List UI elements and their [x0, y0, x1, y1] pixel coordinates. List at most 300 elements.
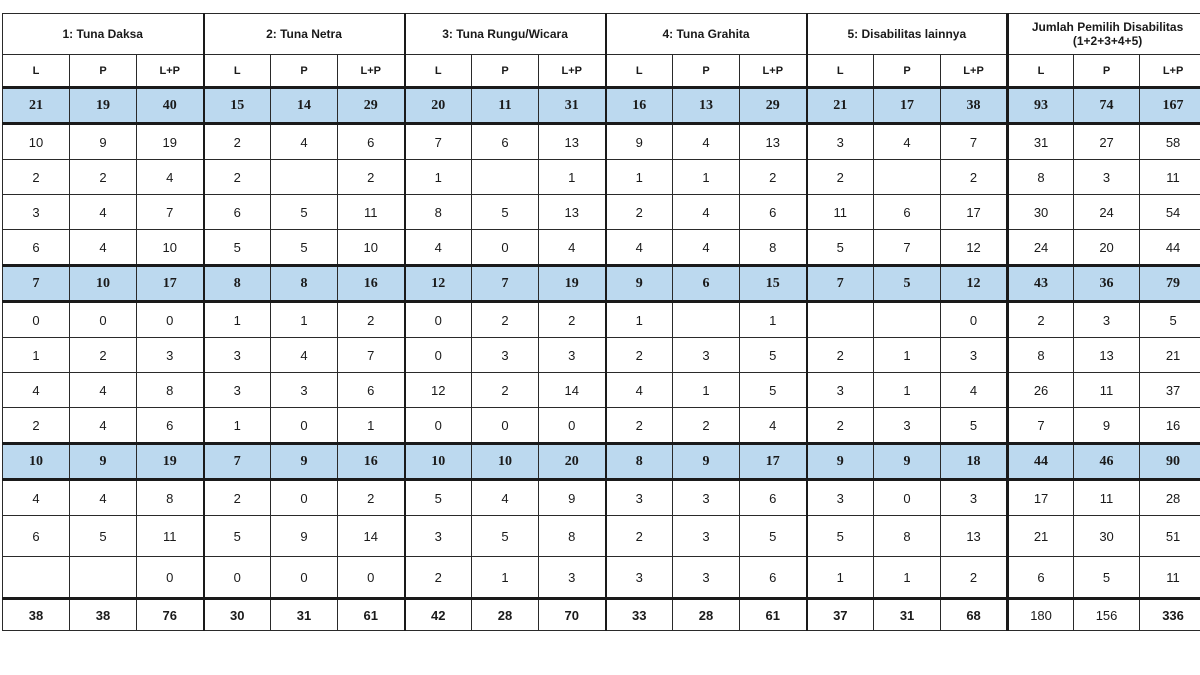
cell-tuna-rungu-wicara-lp: 3 [539, 338, 606, 373]
cell-disabilitas-lainnya-p: 4 [874, 124, 941, 160]
cell-tuna-daksa-p: 2 [70, 160, 137, 195]
cell-tuna-daksa-p: 0 [70, 302, 137, 338]
subheader-disabilitas-lainnya-p: P [874, 55, 941, 88]
cell-tuna-daksa-lp: 7 [137, 195, 204, 230]
cell-tuna-grahita-lp: 15 [740, 266, 807, 302]
cell-disabilitas-lainnya-lp: 12 [941, 230, 1008, 266]
cell-disabilitas-lainnya-lp: 3 [941, 480, 1008, 516]
cell-tuna-netra-lp: 11 [338, 195, 405, 230]
cell-jumlah-l: 180 [1008, 599, 1074, 631]
cell-tuna-grahita-l: 8 [606, 444, 673, 480]
cell-tuna-rungu-wicara-p: 5 [472, 516, 539, 557]
cell-tuna-daksa-lp: 11 [137, 516, 204, 557]
table-row [3, 160, 1200, 195]
cell-tuna-daksa-lp: 8 [137, 373, 204, 408]
table-row [3, 480, 1200, 516]
cell-jumlah-lp: 21 [1140, 338, 1200, 373]
cell-tuna-grahita-l: 4 [606, 230, 673, 266]
cell-disabilitas-lainnya-p: 9 [874, 444, 941, 480]
cell-tuna-netra-lp: 6 [338, 124, 405, 160]
subheader-row [3, 55, 1200, 88]
cell-tuna-netra-lp: 2 [338, 160, 405, 195]
cell-disabilitas-lainnya-p: 3 [874, 408, 941, 444]
cell-tuna-netra-p: 5 [271, 195, 338, 230]
cell-tuna-grahita-l: 33 [606, 599, 673, 631]
cell-tuna-rungu-wicara-l: 12 [405, 373, 472, 408]
cell-tuna-grahita-l: 9 [606, 266, 673, 302]
cell-tuna-rungu-wicara-lp: 8 [539, 516, 606, 557]
cell-tuna-netra-p: 9 [271, 516, 338, 557]
cell-tuna-daksa-p: 2 [70, 338, 137, 373]
cell-tuna-daksa-p: 5 [70, 516, 137, 557]
cell-jumlah-l: 6 [1008, 557, 1074, 599]
cell-tuna-netra-p: 4 [271, 124, 338, 160]
cell-tuna-netra-l: 2 [204, 124, 271, 160]
subheader-disabilitas-lainnya-l: L [807, 55, 874, 88]
cell-jumlah-lp: 44 [1140, 230, 1200, 266]
subheader-tuna-rungu-wicara-p: P [472, 55, 539, 88]
cell-tuna-grahita-l: 2 [606, 338, 673, 373]
cell-jumlah-p: 11 [1074, 480, 1140, 516]
cell-tuna-daksa-l: 6 [3, 230, 70, 266]
group-header-jumlah-sublabel: (1+2+3+4+5) [1072, 34, 1143, 48]
cell-tuna-grahita-p: 6 [673, 266, 740, 302]
subheader-tuna-netra-p: P [271, 55, 338, 88]
cell-disabilitas-lainnya-l: 1 [807, 557, 874, 599]
cell-jumlah-l: 21 [1008, 516, 1074, 557]
cell-tuna-grahita-p: 4 [673, 230, 740, 266]
cell-jumlah-lp: 28 [1140, 480, 1200, 516]
cell-tuna-grahita-lp: 6 [740, 195, 807, 230]
cell-tuna-grahita-p: 13 [673, 88, 740, 124]
cell-disabilitas-lainnya-p: 7 [874, 230, 941, 266]
cell-tuna-grahita-l: 9 [606, 124, 673, 160]
cell-disabilitas-lainnya-l: 5 [807, 230, 874, 266]
cell-tuna-netra-lp: 0 [338, 557, 405, 599]
cell-tuna-daksa-lp: 19 [137, 444, 204, 480]
cell-jumlah-p: 20 [1074, 230, 1140, 266]
cell-tuna-rungu-wicara-p: 4 [472, 480, 539, 516]
cell-jumlah-p: 27 [1074, 124, 1140, 160]
cell-tuna-daksa-l: 3 [3, 195, 70, 230]
cell-disabilitas-lainnya-l: 3 [807, 480, 874, 516]
group-header-tuna-netra: 2: Tuna Netra [204, 14, 405, 55]
cell-jumlah-p: 3 [1074, 160, 1140, 195]
subheader-tuna-daksa-l: L [3, 55, 70, 88]
cell-tuna-grahita-p: 3 [673, 557, 740, 599]
cell-tuna-daksa-lp: 4 [137, 160, 204, 195]
cell-disabilitas-lainnya-l: 11 [807, 195, 874, 230]
cell-tuna-daksa-lp: 6 [137, 408, 204, 444]
cell-tuna-grahita-lp: 17 [740, 444, 807, 480]
cell-tuna-rungu-wicara-l: 42 [405, 599, 472, 631]
cell-tuna-grahita-l: 16 [606, 88, 673, 124]
cell-tuna-rungu-wicara-l: 7 [405, 124, 472, 160]
table-row [3, 302, 1200, 338]
cell-disabilitas-lainnya-lp: 0 [941, 302, 1008, 338]
cell-tuna-grahita-lp: 4 [740, 408, 807, 444]
cell-tuna-daksa-lp: 10 [137, 230, 204, 266]
cell-tuna-netra-p: 0 [271, 557, 338, 599]
cell-tuna-netra-p: 5 [271, 230, 338, 266]
cell-tuna-daksa-l: 0 [3, 302, 70, 338]
cell-tuna-netra-l: 5 [204, 230, 271, 266]
cell-jumlah-p: 30 [1074, 516, 1140, 557]
cell-disabilitas-lainnya-l: 21 [807, 88, 874, 124]
cell-tuna-netra-lp: 10 [338, 230, 405, 266]
cell-tuna-grahita-lp: 6 [740, 480, 807, 516]
cell-tuna-rungu-wicara-lp: 31 [539, 88, 606, 124]
cell-tuna-daksa-lp: 19 [137, 124, 204, 160]
cell-tuna-netra-p: 31 [271, 599, 338, 631]
cell-tuna-netra-l: 6 [204, 195, 271, 230]
group-header-tuna-rungu-wicara: 3: Tuna Rungu/Wicara [405, 14, 606, 55]
cell-jumlah-lp: 11 [1140, 557, 1200, 599]
subheader-tuna-grahita-p: P [673, 55, 740, 88]
cell-jumlah-lp: 167 [1140, 88, 1200, 124]
cell-jumlah-l: 93 [1008, 88, 1074, 124]
group-header-jumlah [1008, 14, 1200, 55]
cell-tuna-daksa-l: 2 [3, 408, 70, 444]
cell-jumlah-l: 2 [1008, 302, 1074, 338]
cell-tuna-netra-l: 15 [204, 88, 271, 124]
cell-disabilitas-lainnya-lp: 2 [941, 160, 1008, 195]
cell-tuna-daksa-l: 4 [3, 373, 70, 408]
cell-tuna-netra-p: 4 [271, 338, 338, 373]
cell-tuna-daksa-lp: 17 [137, 266, 204, 302]
cell-jumlah-p: 5 [1074, 557, 1140, 599]
cell-tuna-rungu-wicara-l: 8 [405, 195, 472, 230]
cell-tuna-rungu-wicara-p: 1 [472, 557, 539, 599]
cell-jumlah-p: 24 [1074, 195, 1140, 230]
cell-jumlah-p: 156 [1074, 599, 1140, 631]
cell-tuna-rungu-wicara-l: 0 [405, 338, 472, 373]
cell-tuna-rungu-wicara-p: 5 [472, 195, 539, 230]
cell-jumlah-lp: 51 [1140, 516, 1200, 557]
cell-tuna-grahita-p: 3 [673, 480, 740, 516]
cell-tuna-netra-lp: 14 [338, 516, 405, 557]
cell-tuna-grahita-lp: 5 [740, 516, 807, 557]
cell-jumlah-p: 11 [1074, 373, 1140, 408]
cell-disabilitas-lainnya-p: 5 [874, 266, 941, 302]
cell-tuna-grahita-p: 3 [673, 516, 740, 557]
cell-tuna-grahita-lp: 29 [740, 88, 807, 124]
cell-tuna-rungu-wicara-lp: 0 [539, 408, 606, 444]
cell-tuna-netra-p [271, 160, 338, 195]
cell-tuna-rungu-wicara-lp: 3 [539, 557, 606, 599]
table-row [3, 557, 1200, 599]
cell-tuna-netra-p: 14 [271, 88, 338, 124]
cell-tuna-daksa-l: 1 [3, 338, 70, 373]
cell-jumlah-l: 30 [1008, 195, 1074, 230]
cell-tuna-grahita-p: 2 [673, 408, 740, 444]
cell-tuna-daksa-p: 4 [70, 195, 137, 230]
cell-disabilitas-lainnya-lp: 38 [941, 88, 1008, 124]
subheader-jumlah-p: P [1074, 55, 1140, 88]
cell-jumlah-l: 17 [1008, 480, 1074, 516]
cell-jumlah-lp: 11 [1140, 160, 1200, 195]
cell-jumlah-lp: 16 [1140, 408, 1200, 444]
cell-tuna-rungu-wicara-lp: 13 [539, 124, 606, 160]
group-header-tuna-daksa: 1: Tuna Daksa [3, 14, 204, 55]
cell-jumlah-l: 26 [1008, 373, 1074, 408]
cell-tuna-grahita-p: 1 [673, 373, 740, 408]
table-row [3, 230, 1200, 266]
cell-disabilitas-lainnya-l: 2 [807, 160, 874, 195]
cell-tuna-netra-l: 8 [204, 266, 271, 302]
cell-tuna-rungu-wicara-l: 10 [405, 444, 472, 480]
cell-disabilitas-lainnya-l: 2 [807, 338, 874, 373]
cell-tuna-netra-lp: 7 [338, 338, 405, 373]
cell-tuna-netra-l: 1 [204, 408, 271, 444]
cell-jumlah-l: 24 [1008, 230, 1074, 266]
cell-tuna-netra-p: 1 [271, 302, 338, 338]
subheader-tuna-netra-l: L [204, 55, 271, 88]
cell-tuna-grahita-lp: 5 [740, 338, 807, 373]
cell-tuna-netra-l: 2 [204, 480, 271, 516]
cell-tuna-netra-lp: 1 [338, 408, 405, 444]
cell-jumlah-p: 3 [1074, 302, 1140, 338]
cell-disabilitas-lainnya-l: 37 [807, 599, 874, 631]
cell-tuna-netra-l: 30 [204, 599, 271, 631]
total-row [3, 599, 1200, 631]
cell-disabilitas-lainnya-p: 1 [874, 557, 941, 599]
cell-tuna-daksa-p: 9 [70, 444, 137, 480]
cell-jumlah-l: 8 [1008, 338, 1074, 373]
cell-tuna-netra-p: 8 [271, 266, 338, 302]
cell-tuna-grahita-p: 9 [673, 444, 740, 480]
cell-tuna-grahita-lp: 8 [740, 230, 807, 266]
cell-tuna-rungu-wicara-l: 4 [405, 230, 472, 266]
cell-tuna-daksa-l: 21 [3, 88, 70, 124]
summary-row [3, 88, 1200, 124]
cell-tuna-rungu-wicara-lp: 9 [539, 480, 606, 516]
cell-tuna-grahita-l: 2 [606, 516, 673, 557]
cell-tuna-rungu-wicara-l: 5 [405, 480, 472, 516]
cell-tuna-netra-lp: 29 [338, 88, 405, 124]
subheader-jumlah-l: L [1008, 55, 1074, 88]
cell-disabilitas-lainnya-lp: 7 [941, 124, 1008, 160]
cell-tuna-netra-l: 0 [204, 557, 271, 599]
disability-voter-table [2, 13, 1200, 631]
cell-disabilitas-lainnya-lp: 3 [941, 338, 1008, 373]
cell-disabilitas-lainnya-lp: 18 [941, 444, 1008, 480]
subheader-tuna-grahita-lp: L+P [740, 55, 807, 88]
cell-jumlah-l: 43 [1008, 266, 1074, 302]
subheader-tuna-grahita-l: L [606, 55, 673, 88]
cell-tuna-rungu-wicara-p: 7 [472, 266, 539, 302]
cell-tuna-daksa-l: 6 [3, 516, 70, 557]
cell-tuna-grahita-l: 1 [606, 160, 673, 195]
cell-disabilitas-lainnya-l: 5 [807, 516, 874, 557]
cell-tuna-rungu-wicara-l: 1 [405, 160, 472, 195]
cell-tuna-grahita-lp: 13 [740, 124, 807, 160]
cell-disabilitas-lainnya-p: 6 [874, 195, 941, 230]
cell-tuna-daksa-l: 4 [3, 480, 70, 516]
cell-disabilitas-lainnya-l: 2 [807, 408, 874, 444]
summary-row [3, 266, 1200, 302]
cell-tuna-grahita-l: 2 [606, 195, 673, 230]
cell-tuna-daksa-lp: 76 [137, 599, 204, 631]
cell-disabilitas-lainnya-l: 3 [807, 124, 874, 160]
cell-tuna-rungu-wicara-lp: 19 [539, 266, 606, 302]
cell-jumlah-lp: 37 [1140, 373, 1200, 408]
cell-tuna-rungu-wicara-l: 2 [405, 557, 472, 599]
cell-tuna-daksa-p [70, 557, 137, 599]
cell-tuna-netra-p: 3 [271, 373, 338, 408]
cell-tuna-netra-lp: 2 [338, 302, 405, 338]
cell-tuna-grahita-p: 1 [673, 160, 740, 195]
cell-jumlah-lp: 5 [1140, 302, 1200, 338]
cell-jumlah-p: 9 [1074, 408, 1140, 444]
cell-tuna-grahita-lp: 1 [740, 302, 807, 338]
cell-tuna-daksa-lp: 40 [137, 88, 204, 124]
summary-row [3, 444, 1200, 480]
cell-disabilitas-lainnya-p [874, 160, 941, 195]
cell-jumlah-l: 8 [1008, 160, 1074, 195]
cell-tuna-rungu-wicara-p: 0 [472, 408, 539, 444]
cell-tuna-daksa-p: 38 [70, 599, 137, 631]
cell-tuna-daksa-p: 4 [70, 373, 137, 408]
cell-tuna-grahita-l: 1 [606, 302, 673, 338]
cell-tuna-grahita-lp: 2 [740, 160, 807, 195]
cell-disabilitas-lainnya-l [807, 302, 874, 338]
cell-tuna-daksa-lp: 3 [137, 338, 204, 373]
cell-disabilitas-lainnya-l: 9 [807, 444, 874, 480]
cell-jumlah-l: 7 [1008, 408, 1074, 444]
cell-jumlah-l: 31 [1008, 124, 1074, 160]
cell-tuna-daksa-lp: 0 [137, 557, 204, 599]
cell-tuna-netra-lp: 16 [338, 266, 405, 302]
cell-tuna-netra-lp: 16 [338, 444, 405, 480]
cell-disabilitas-lainnya-lp: 68 [941, 599, 1008, 631]
table-row [3, 338, 1200, 373]
cell-tuna-rungu-wicara-l: 0 [405, 408, 472, 444]
subheader-tuna-rungu-wicara-l: L [405, 55, 472, 88]
cell-tuna-netra-l: 5 [204, 516, 271, 557]
cell-disabilitas-lainnya-p: 8 [874, 516, 941, 557]
cell-tuna-daksa-p: 4 [70, 408, 137, 444]
cell-disabilitas-lainnya-lp: 17 [941, 195, 1008, 230]
cell-jumlah-lp: 58 [1140, 124, 1200, 160]
cell-tuna-rungu-wicara-p: 3 [472, 338, 539, 373]
cell-tuna-daksa-p: 19 [70, 88, 137, 124]
table-row [3, 124, 1200, 160]
cell-tuna-netra-l: 3 [204, 338, 271, 373]
subheader-jumlah-lp: L+P [1140, 55, 1200, 88]
cell-tuna-daksa-l: 38 [3, 599, 70, 631]
cell-jumlah-lp: 79 [1140, 266, 1200, 302]
cell-tuna-grahita-l: 3 [606, 480, 673, 516]
cell-tuna-rungu-wicara-lp: 20 [539, 444, 606, 480]
cell-tuna-rungu-wicara-lp: 1 [539, 160, 606, 195]
group-header-row [3, 14, 1200, 55]
cell-tuna-rungu-wicara-p: 6 [472, 124, 539, 160]
cell-tuna-daksa-lp: 0 [137, 302, 204, 338]
cell-tuna-netra-l: 2 [204, 160, 271, 195]
cell-disabilitas-lainnya-p: 0 [874, 480, 941, 516]
table-row [3, 516, 1200, 557]
cell-tuna-daksa-p: 4 [70, 480, 137, 516]
cell-jumlah-lp: 90 [1140, 444, 1200, 480]
subheader-tuna-rungu-wicara-lp: L+P [539, 55, 606, 88]
cell-jumlah-p: 46 [1074, 444, 1140, 480]
subheader-tuna-netra-lp: L+P [338, 55, 405, 88]
cell-disabilitas-lainnya-p [874, 302, 941, 338]
cell-tuna-rungu-wicara-lp: 13 [539, 195, 606, 230]
cell-tuna-daksa-l: 10 [3, 444, 70, 480]
group-header-disabilitas-lainnya: 5: Disabilitas lainnya [807, 14, 1008, 55]
cell-tuna-rungu-wicara-l: 3 [405, 516, 472, 557]
cell-tuna-daksa-lp: 8 [137, 480, 204, 516]
group-header-tuna-grahita: 4: Tuna Grahita [606, 14, 807, 55]
cell-jumlah-p: 36 [1074, 266, 1140, 302]
cell-tuna-rungu-wicara-l: 12 [405, 266, 472, 302]
cell-disabilitas-lainnya-l: 7 [807, 266, 874, 302]
cell-disabilitas-lainnya-lp: 5 [941, 408, 1008, 444]
cell-tuna-netra-lp: 61 [338, 599, 405, 631]
cell-disabilitas-lainnya-p: 1 [874, 338, 941, 373]
cell-jumlah-l: 44 [1008, 444, 1074, 480]
cell-tuna-daksa-p: 4 [70, 230, 137, 266]
cell-tuna-rungu-wicara-p: 11 [472, 88, 539, 124]
cell-tuna-netra-p: 0 [271, 408, 338, 444]
cell-tuna-rungu-wicara-lp: 2 [539, 302, 606, 338]
cell-tuna-grahita-p [673, 302, 740, 338]
cell-jumlah-lp: 336 [1140, 599, 1200, 631]
cell-tuna-netra-p: 9 [271, 444, 338, 480]
cell-disabilitas-lainnya-lp: 2 [941, 557, 1008, 599]
cell-tuna-grahita-l: 3 [606, 557, 673, 599]
cell-tuna-rungu-wicara-p: 2 [472, 302, 539, 338]
cell-tuna-rungu-wicara-l: 20 [405, 88, 472, 124]
table-row [3, 373, 1200, 408]
cell-tuna-rungu-wicara-l: 0 [405, 302, 472, 338]
cell-tuna-netra-lp: 6 [338, 373, 405, 408]
cell-jumlah-p: 74 [1074, 88, 1140, 124]
cell-tuna-daksa-p: 10 [70, 266, 137, 302]
group-header-jumlah-label: Jumlah Pemilih Disabilitas [1031, 20, 1184, 34]
cell-disabilitas-lainnya-lp: 13 [941, 516, 1008, 557]
cell-disabilitas-lainnya-l: 3 [807, 373, 874, 408]
cell-tuna-daksa-l [3, 557, 70, 599]
cell-tuna-grahita-l: 2 [606, 408, 673, 444]
table-row [3, 408, 1200, 444]
cell-tuna-grahita-p: 4 [673, 124, 740, 160]
cell-tuna-grahita-p: 28 [673, 599, 740, 631]
subheader-disabilitas-lainnya-lp: L+P [941, 55, 1008, 88]
cell-tuna-rungu-wicara-lp: 4 [539, 230, 606, 266]
cell-tuna-rungu-wicara-p [472, 160, 539, 195]
cell-tuna-daksa-p: 9 [70, 124, 137, 160]
cell-tuna-netra-l: 1 [204, 302, 271, 338]
cell-tuna-rungu-wicara-p: 0 [472, 230, 539, 266]
cell-tuna-grahita-p: 3 [673, 338, 740, 373]
subheader-tuna-daksa-p: P [70, 55, 137, 88]
cell-tuna-grahita-l: 4 [606, 373, 673, 408]
cell-tuna-grahita-lp: 5 [740, 373, 807, 408]
cell-disabilitas-lainnya-p: 17 [874, 88, 941, 124]
cell-tuna-netra-lp: 2 [338, 480, 405, 516]
cell-disabilitas-lainnya-lp: 4 [941, 373, 1008, 408]
subheader-tuna-daksa-lp: L+P [137, 55, 204, 88]
cell-tuna-netra-p: 0 [271, 480, 338, 516]
table-row [3, 195, 1200, 230]
cell-tuna-rungu-wicara-p: 10 [472, 444, 539, 480]
cell-tuna-daksa-l: 10 [3, 124, 70, 160]
cell-tuna-netra-l: 7 [204, 444, 271, 480]
cell-jumlah-p: 13 [1074, 338, 1140, 373]
